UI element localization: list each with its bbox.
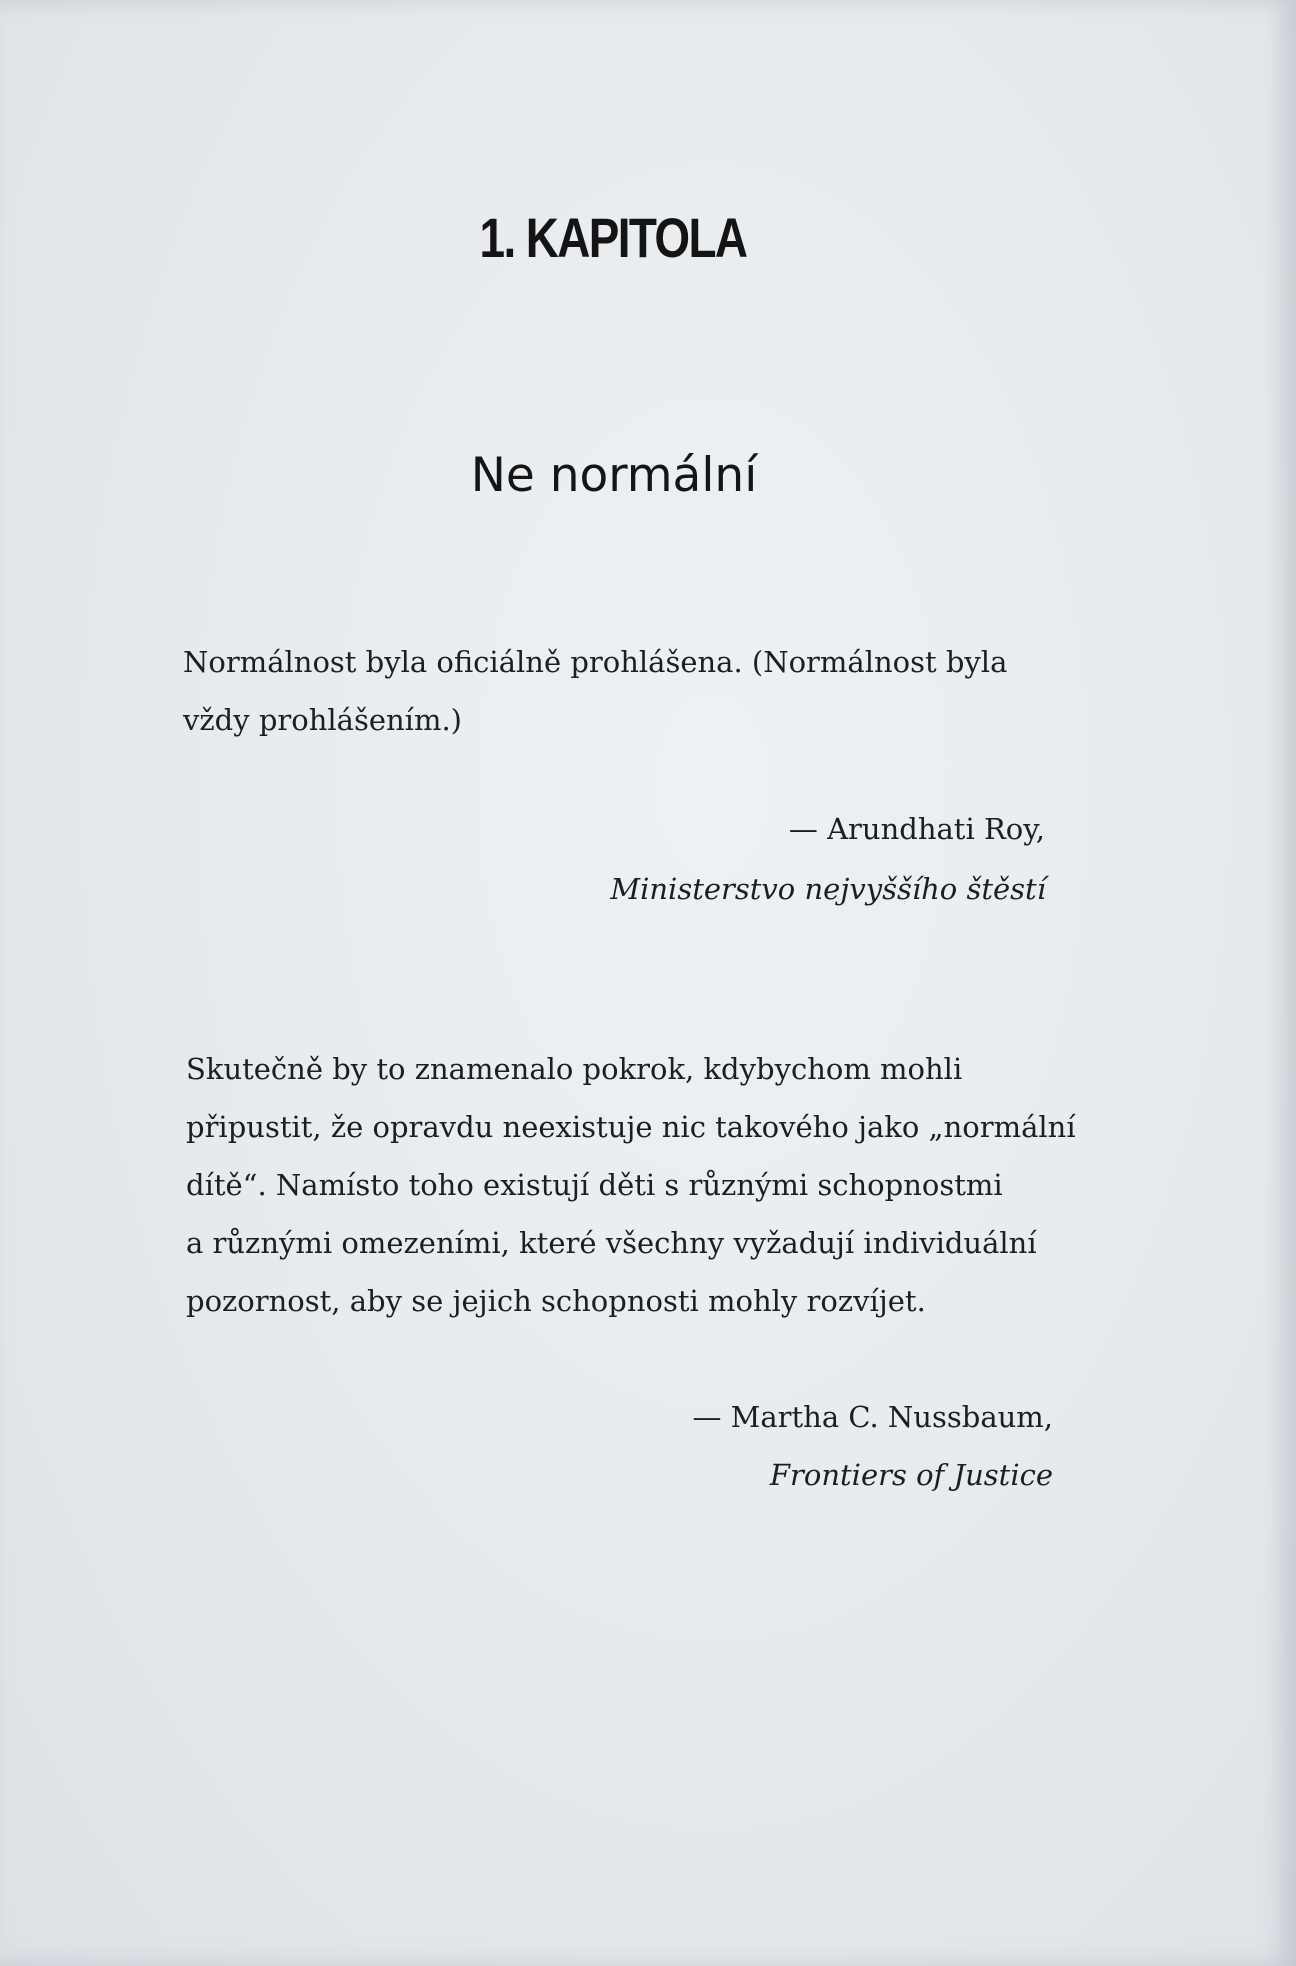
epigraph-1-work: Ministerstvo nejvyššího štěstí xyxy=(610,872,1046,906)
epigraph-2-author: — Martha C. Nussbaum, xyxy=(692,1400,1053,1434)
chapter-title: Ne normální xyxy=(470,448,758,503)
epigraph-quote-2 xyxy=(186,1040,1076,1330)
epigraph-1-line: Normálnost byla oficiálně prohlášena. (Normálnost byla xyxy=(183,645,1008,679)
epigraph-quote-1 xyxy=(183,633,1007,749)
epigraph-2-line: připustit, že opravdu neexistuje nic takového jako „normální xyxy=(186,1110,1076,1144)
epigraph-2-work: Frontiers of Justice xyxy=(769,1458,1053,1492)
epigraph-1-line: vždy prohlášením.) xyxy=(183,703,462,737)
epigraph-2-line: a různými omezeními, které všechny vyžadují individuální xyxy=(186,1226,1037,1260)
chapter-heading: 1. KAPITOLA xyxy=(479,206,747,269)
epigraph-1-author: — Arundhati Roy, xyxy=(788,812,1045,846)
epigraph-2-line: pozornost, aby se jejich schopnosti mohly rozvíjet. xyxy=(186,1284,926,1318)
epigraph-2-line: dítě“. Namísto toho existují děti s různými schopnostmi xyxy=(186,1168,1003,1202)
epigraph-2-line: Skutečně by to znamenalo pokrok, kdybychom mohli xyxy=(186,1052,963,1086)
